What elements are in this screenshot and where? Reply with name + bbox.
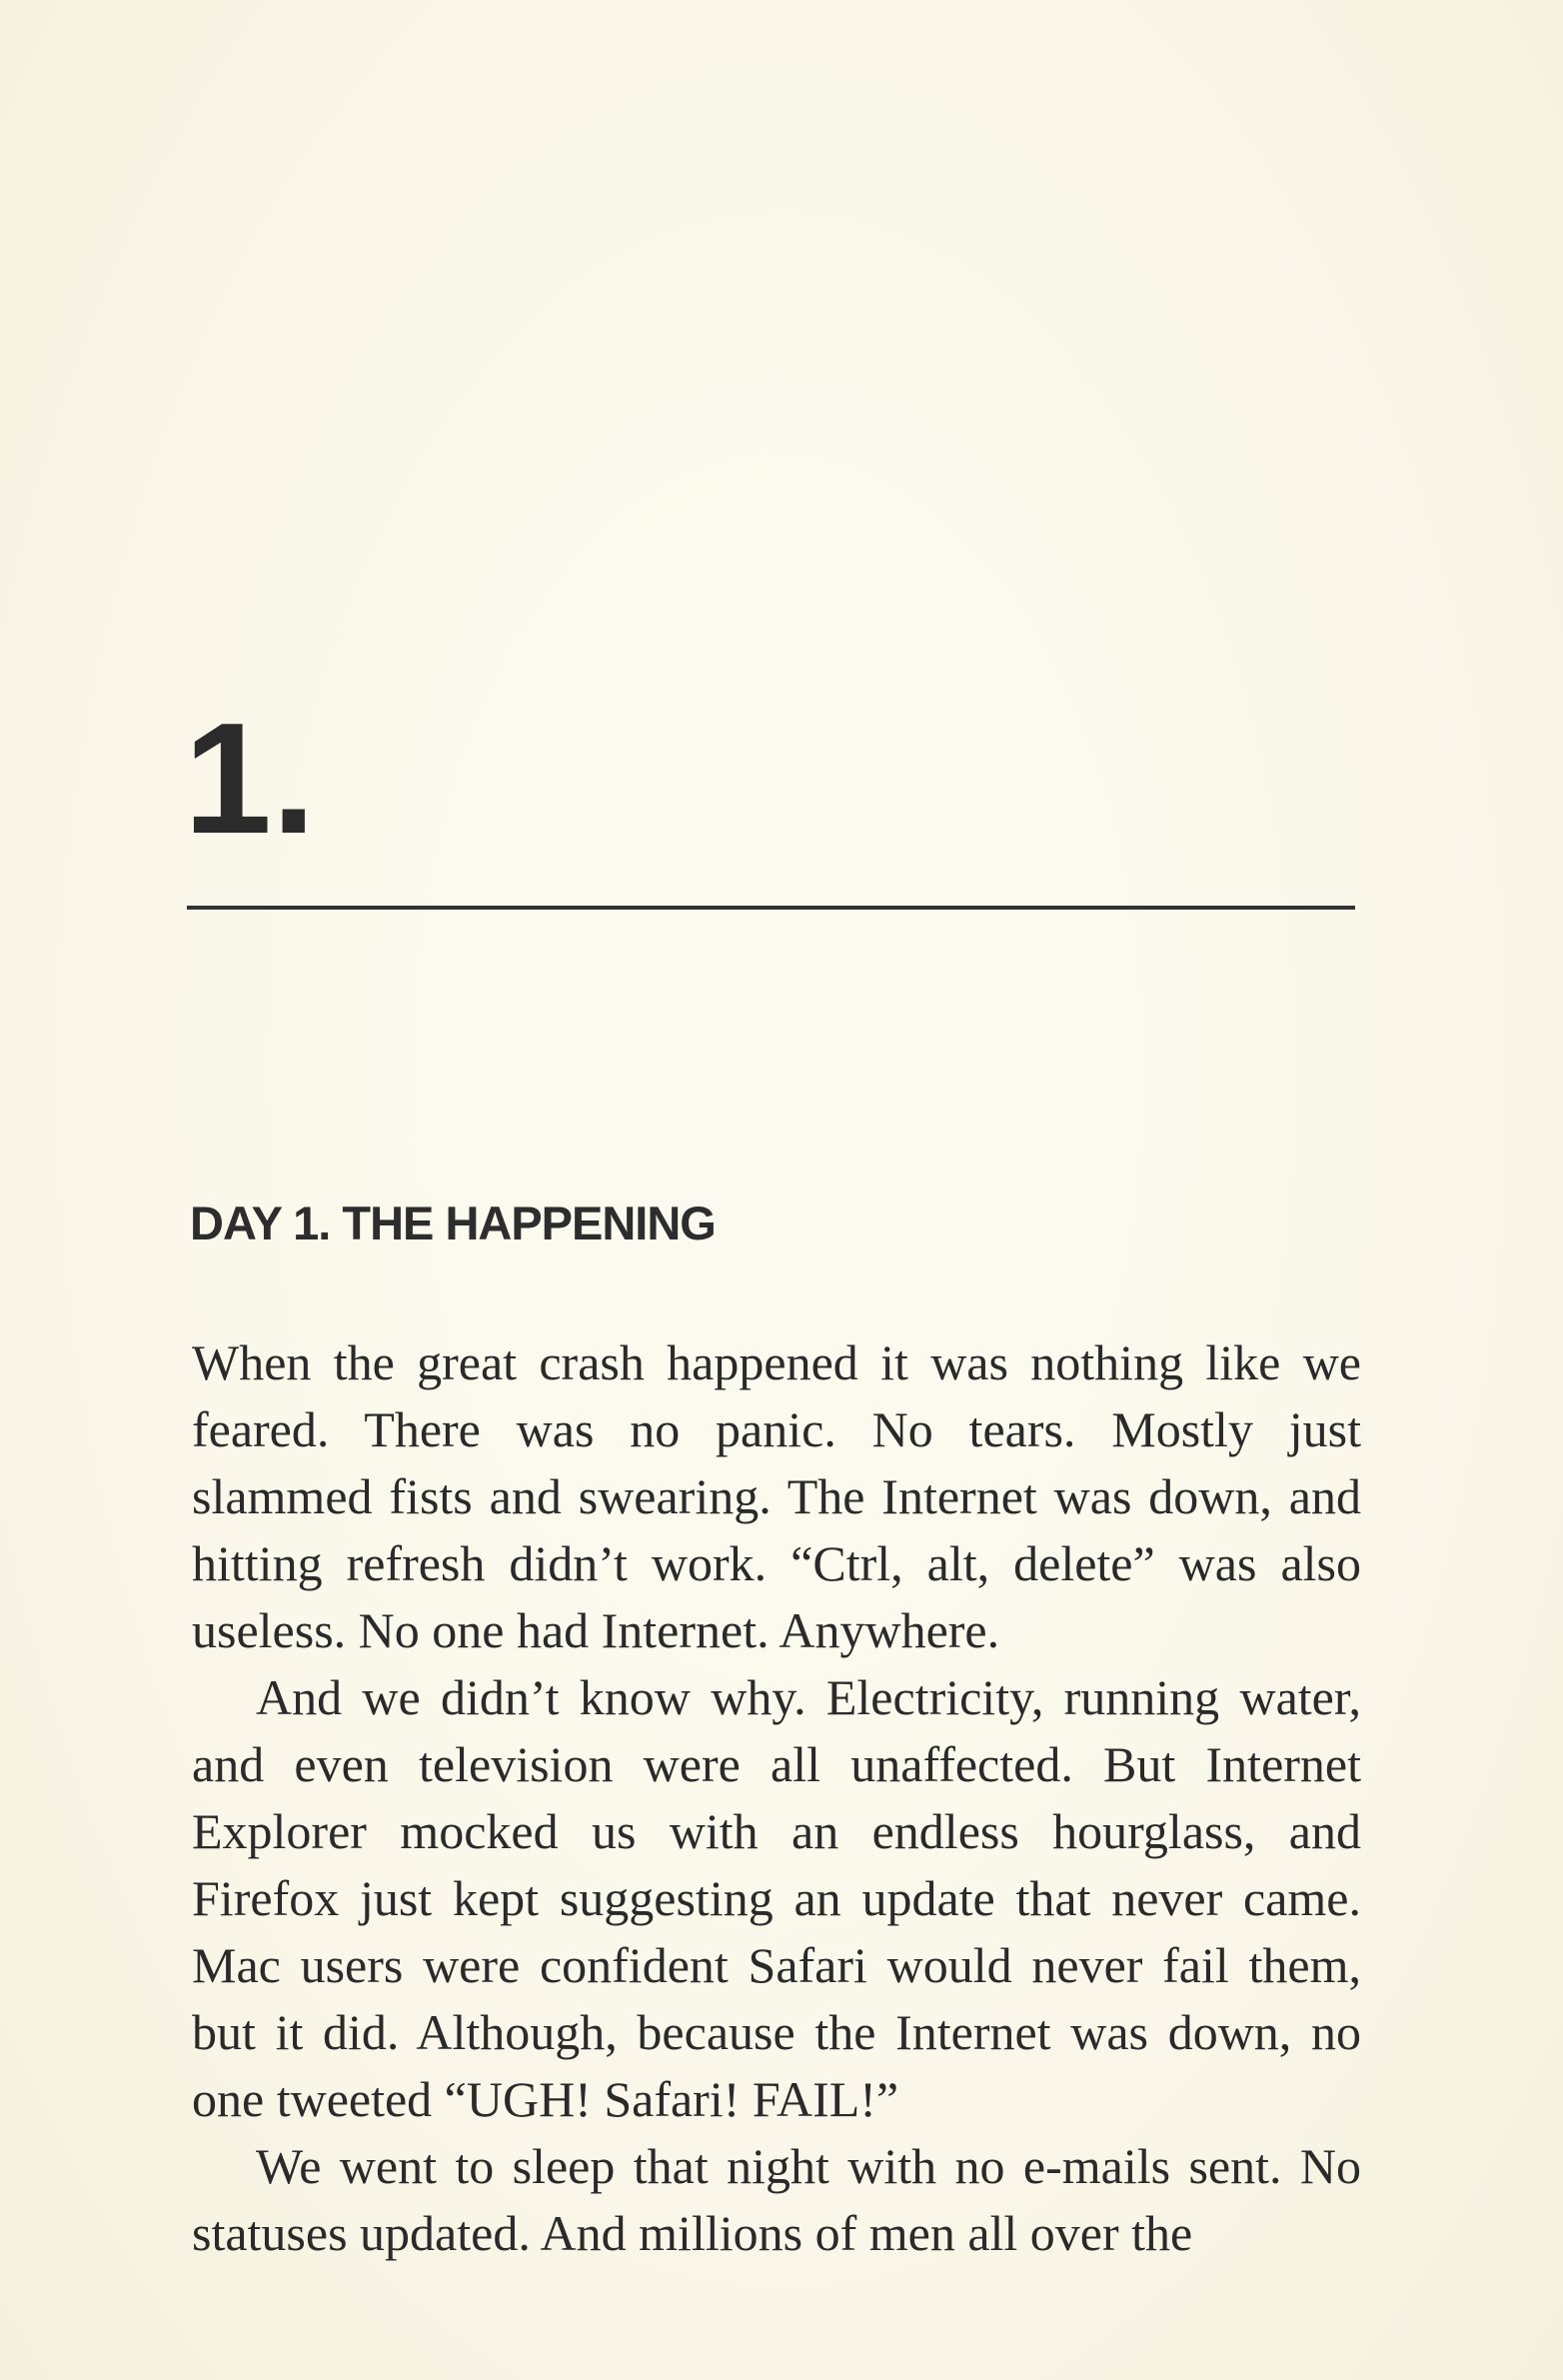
paragraph-3: We went to sleep that night with no e-mails sent. No statuses updated. And millions of men all over the xyxy=(192,2138,1361,2261)
chapter-divider xyxy=(187,906,1355,910)
paragraph-2: And we didn’t know why. Electricity, running water, and even television were all unaffected. But Internet Explorer mocked us with an endless hourglass, and Firefox just kept suggesting an update that never came. Mac users were confident Safari would never fail them, but it did. Although, because the Internet was down, no one tweeted “UGH! Safari! FAIL!” xyxy=(192,1669,1361,2127)
paragraph-1: When the great crash happened it was nothing like we feared. There was no panic. No tears. Mostly just slammed fists and swearing. The Internet was down, and hitting refresh didn’t work. “Ctrl, alt, delete” was also useless. No one had Internet. Anywhere. xyxy=(192,1334,1361,1658)
body-text xyxy=(192,1329,1361,2267)
section-heading: DAY 1. THE HAPPENING xyxy=(190,1196,716,1249)
chapter-number: 1. xyxy=(184,691,316,867)
